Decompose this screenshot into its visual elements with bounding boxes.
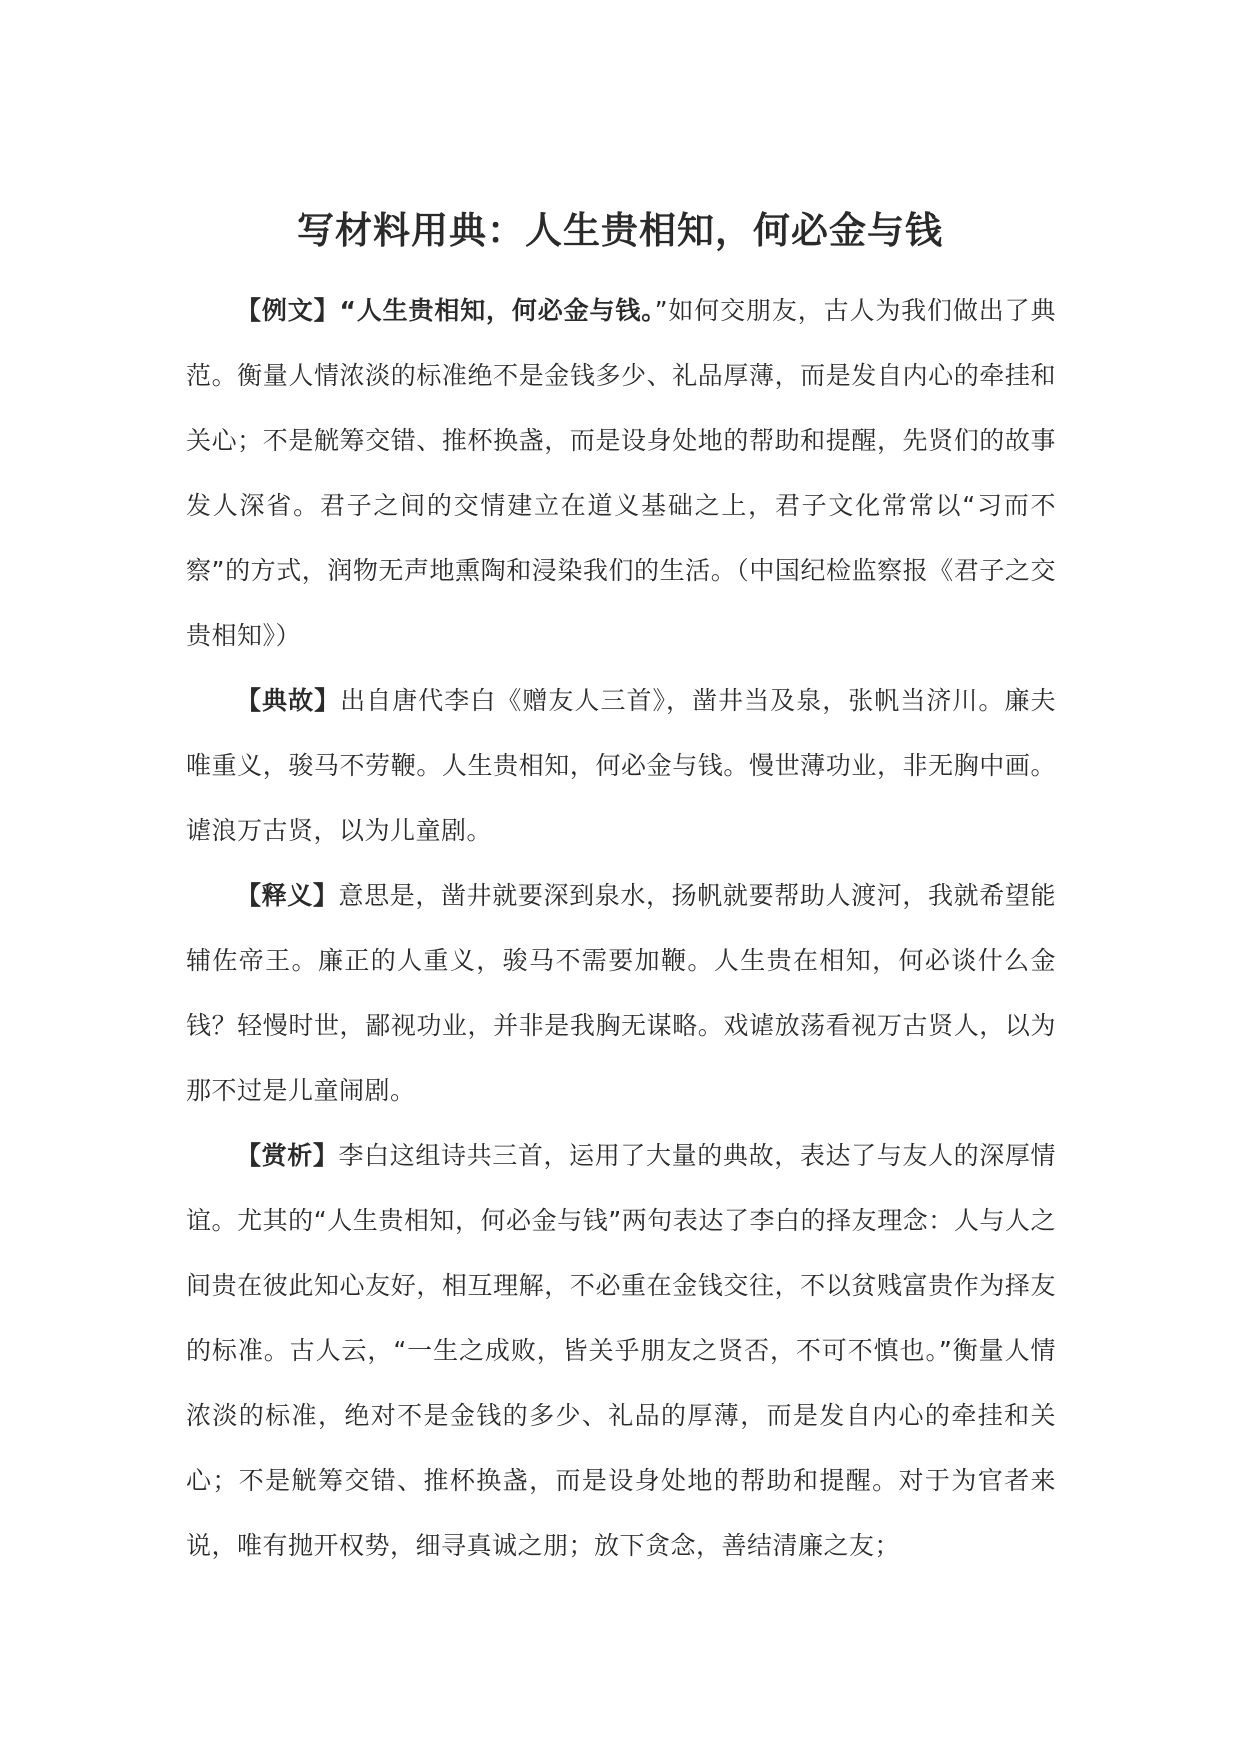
section-tag: 【例文】 — [236, 296, 340, 325]
section-tag: 【典故】 — [236, 686, 341, 715]
section-text: 李白这组诗共三首，运用了大量的典故，表达了与友人的深厚情谊。尤其的“人生贵相知，何必金与钱”两句表达了李白的择友理念：人与人之间贵在彼此知心友好，相互理解，不必重在金钱交往，不以贫贱富贵作为择友的标准。古人云，“一生之成败，皆关乎朋友之贤否，不可不慎也。”衡量人情浓淡的标准，绝对不是金钱的多少、礼品的厚薄，而是发自内心的牵挂和关心；不是觥筹交错、推杯换盏，而是设身处地的帮助和提醒。对于为官者来说，唯有抛开权势，细寻真诚之朋；放下贪念，善结清廉之友； — [186, 1141, 1056, 1560]
section-tag: 【赏析】 — [236, 1141, 339, 1170]
section-allusion — [186, 668, 1056, 863]
document-body — [186, 278, 1056, 1578]
section-text: 出自唐代李白《赠友人三首》，凿井当及泉，张帆当济川。廉夫唯重义，骏马不劳鞭。人生贵相知，何必金与钱。慢世薄功业，非无胸中画。谑浪万古贤，以为儿童剧。 — [186, 686, 1056, 845]
section-meaning — [186, 863, 1056, 1123]
document-title: 写材料用典：人生贵相知，何必金与钱 — [297, 208, 943, 252]
section-tag: 【释义】 — [236, 881, 339, 910]
section-lead-quote: “人生贵相知，何必金与钱。 — [339, 296, 655, 325]
section-text: ”如何交朋友，古人为我们做出了典范。衡量人情浓淡的标准绝不是金钱多少、礼品厚薄，而是发自内心的牵挂和关心；不是觥筹交错、推杯换盏，而是设身处地的帮助和提醒，先贤们的故事发人深省。君子之间的交情建立在道义基础之上，君子文化常常以“习而不察”的方式，润物无声地熏陶和浸染我们的生活。（中国纪检监察报《君子之交贵相知》） — [186, 296, 1056, 650]
section-example — [186, 278, 1056, 668]
section-appreciation — [186, 1123, 1056, 1578]
section-text: 意思是，凿井就要深到泉水，扬帆就要帮助人渡河，我就希望能辅佐帝王。廉正的人重义，骏马不需要加鞭。人生贵在相知，何必谈什么金钱？轻慢时世，鄙视功业，并非是我胸无谋略。戏谑放荡看视万古贤人，以为那不过是儿童闹剧。 — [186, 881, 1056, 1105]
